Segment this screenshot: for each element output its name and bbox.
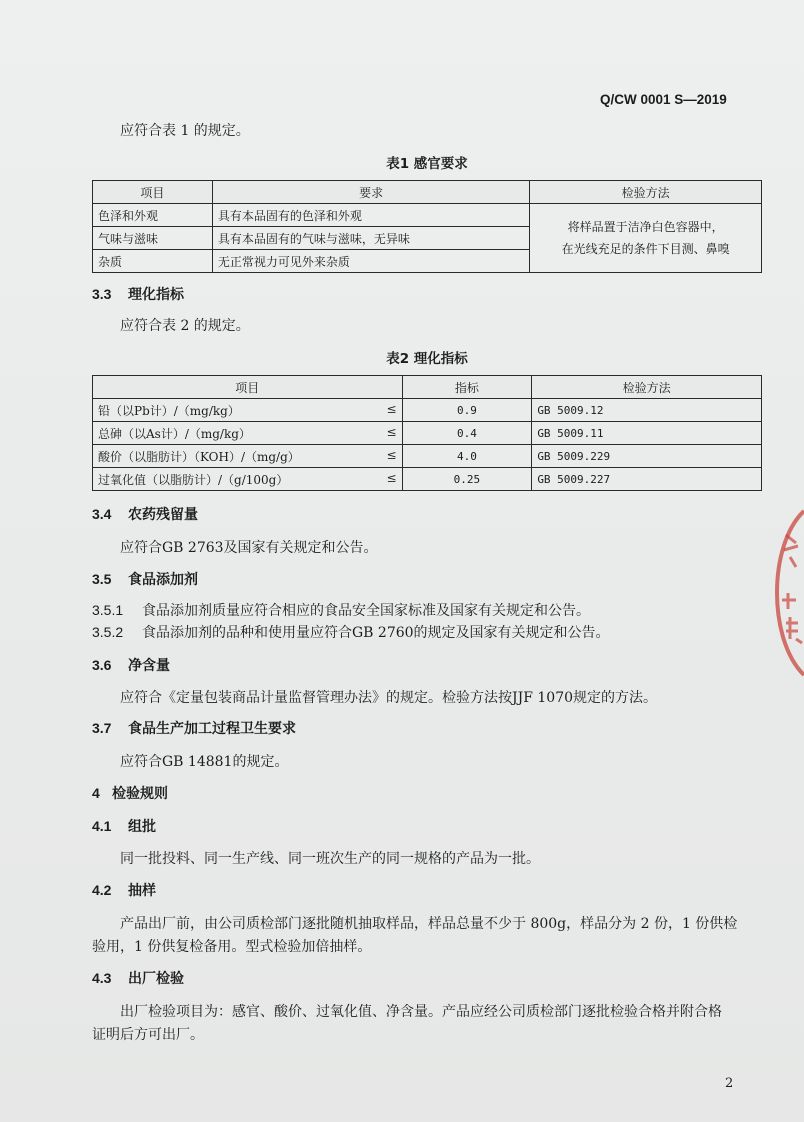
section-3-3-heading: [92, 284, 184, 304]
section-4-1-heading: [92, 816, 156, 836]
table1-requirement: 具有本品固有的气味与滋味，无异味: [212, 227, 530, 250]
section-number: 3.4: [92, 506, 112, 522]
subsection-text: 食品添加剂质量应符合相应的食品安全国家标准及国家有关规定和公告。: [142, 603, 590, 619]
table2-item: 过氧化值（以脂肪计）/（g/100g）: [98, 472, 289, 487]
table1-requirement: 无正常视力可见外来杂质: [212, 250, 530, 273]
table2-item: 总砷（以As计）/（mg/kg）: [98, 426, 251, 441]
subsection-text: 食品添加剂的品种和使用量应符合GB 2760的规定及国家有关规定和公告。: [142, 625, 610, 641]
section-4-3-heading: [92, 968, 184, 988]
table1-item: 色泽和外观: [93, 204, 213, 227]
table2-item: 铅（以Pb计）/（mg/kg）: [98, 403, 240, 418]
table2-caption: 表2 理化指标: [386, 351, 468, 367]
table-row: [93, 445, 762, 468]
section-title: 农药残留量: [128, 507, 198, 523]
standard-code: Q/CW 0001 S—2019: [600, 92, 727, 107]
section-3-7-text: 应符合GB 14881的规定。: [120, 754, 289, 770]
subsection-number: 3.5.1: [92, 602, 124, 618]
table1-header-row: [93, 181, 762, 204]
table2-value: 0.4: [402, 422, 532, 445]
table1-sensory: [92, 180, 762, 273]
section-number: 4: [92, 785, 100, 801]
section-3-7-heading: [92, 718, 296, 738]
table2-operator: ≤: [386, 401, 397, 416]
table2-physicochemical: [92, 375, 762, 491]
section-3-6-heading: [92, 655, 170, 675]
section-title: 食品添加剂: [128, 572, 198, 588]
table2-item-cell: [93, 399, 403, 422]
intro-text: 应符合表 1 的规定。: [120, 123, 250, 139]
table2-item-cell: [93, 445, 403, 468]
section-4-2-line1: 产品出厂前，由公司质检部门逐批随机抽取样品，样品总量不少于 800g，样品分为 2 份，1 份供检: [120, 916, 738, 932]
section-number: 3.5: [92, 571, 112, 587]
table2-header-row: [93, 376, 762, 399]
table2-operator: ≤: [386, 447, 397, 462]
section-3-3-text: 应符合表 2 的规定。: [120, 318, 250, 334]
section-title: 检验规则: [112, 786, 168, 802]
table1-requirement: 具有本品固有的色泽和外观: [212, 204, 530, 227]
table-row: [93, 204, 762, 227]
table2-method: GB 5009.12: [532, 399, 762, 422]
table2-header-item: 项目: [93, 376, 403, 399]
section-title: 理化指标: [128, 287, 184, 303]
section-4-2-line2: 验用，1 份供复检备用。型式检验加倍抽样。: [92, 939, 372, 955]
section-number: 4.2: [92, 882, 112, 898]
section-number: 3.3: [92, 286, 112, 302]
table1-method-line1: 将样品置于洁净白色容器中，: [567, 220, 724, 234]
section-4-2-heading: [92, 880, 156, 900]
section-title: 食品生产加工过程卫生要求: [128, 721, 296, 737]
table2-value: 0.9: [402, 399, 532, 422]
table1-method: [530, 204, 762, 273]
subsection-number: 3.5.2: [92, 624, 124, 640]
section-title: 出厂检验: [128, 971, 184, 987]
section-4-3-line1: 出厂检验项目为：感官、酸价、过氧化值、净含量。产品应经公司质检部门逐批检验合格并附合格: [120, 1004, 722, 1020]
table2-value: 4.0: [402, 445, 532, 468]
section-number: 3.7: [92, 720, 112, 736]
table-row: [93, 399, 762, 422]
table1-method-line2: 在光线充足的条件下目测、鼻嗅: [561, 242, 730, 256]
section-4-3-line2: 证明后方可出厂。: [92, 1027, 204, 1043]
section-4-heading: [92, 783, 168, 803]
table2-header-value: 指标: [402, 376, 532, 399]
table-row: [93, 468, 762, 491]
table1-header-method: 检验方法: [530, 181, 762, 204]
table1-item: 杂质: [93, 250, 213, 273]
section-title: 组批: [128, 819, 156, 835]
table1-item: 气味与滋味: [93, 227, 213, 250]
table2-method: GB 5009.11: [532, 422, 762, 445]
section-number: 3.6: [92, 657, 112, 673]
section-3-4-text: 应符合GB 2763及国家有关规定和公告。: [120, 540, 378, 556]
table2-header-method: 检验方法: [532, 376, 762, 399]
table2-value: 0.25: [402, 468, 532, 491]
section-3-6-text: 应符合《定量包装商品计量监督管理办法》的规定。检验方法按JJF 1070规定的方法。: [120, 690, 658, 706]
table1-caption: 表1 感官要求: [386, 156, 468, 172]
page-number: 2: [725, 1076, 734, 1091]
table2-item-cell: [93, 468, 403, 491]
table2-method: GB 5009.227: [532, 468, 762, 491]
table-row: [93, 422, 762, 445]
section-title: 净含量: [128, 658, 170, 674]
seal-stamp-icon: [760, 505, 804, 680]
table2-operator: ≤: [386, 470, 397, 485]
table2-operator: ≤: [386, 424, 397, 439]
section-3-5-1: [92, 600, 590, 620]
section-number: 4.3: [92, 970, 112, 986]
section-title: 抽样: [128, 883, 156, 899]
section-3-5-heading: [92, 569, 198, 589]
section-3-5-2: [92, 622, 610, 642]
section-number: 4.1: [92, 818, 112, 834]
table2-item-cell: [93, 422, 403, 445]
table1-header-requirement: 要求: [212, 181, 530, 204]
table2-method: GB 5009.229: [532, 445, 762, 468]
section-4-1-text: 同一批投料、同一生产线、同一班次生产的同一规格的产品为一批。: [120, 851, 540, 867]
table2-item: 酸价（以脂肪计）（KOH）/（mg/g）: [98, 449, 300, 464]
section-3-4-heading: [92, 504, 198, 524]
table1-header-item: 项目: [93, 181, 213, 204]
